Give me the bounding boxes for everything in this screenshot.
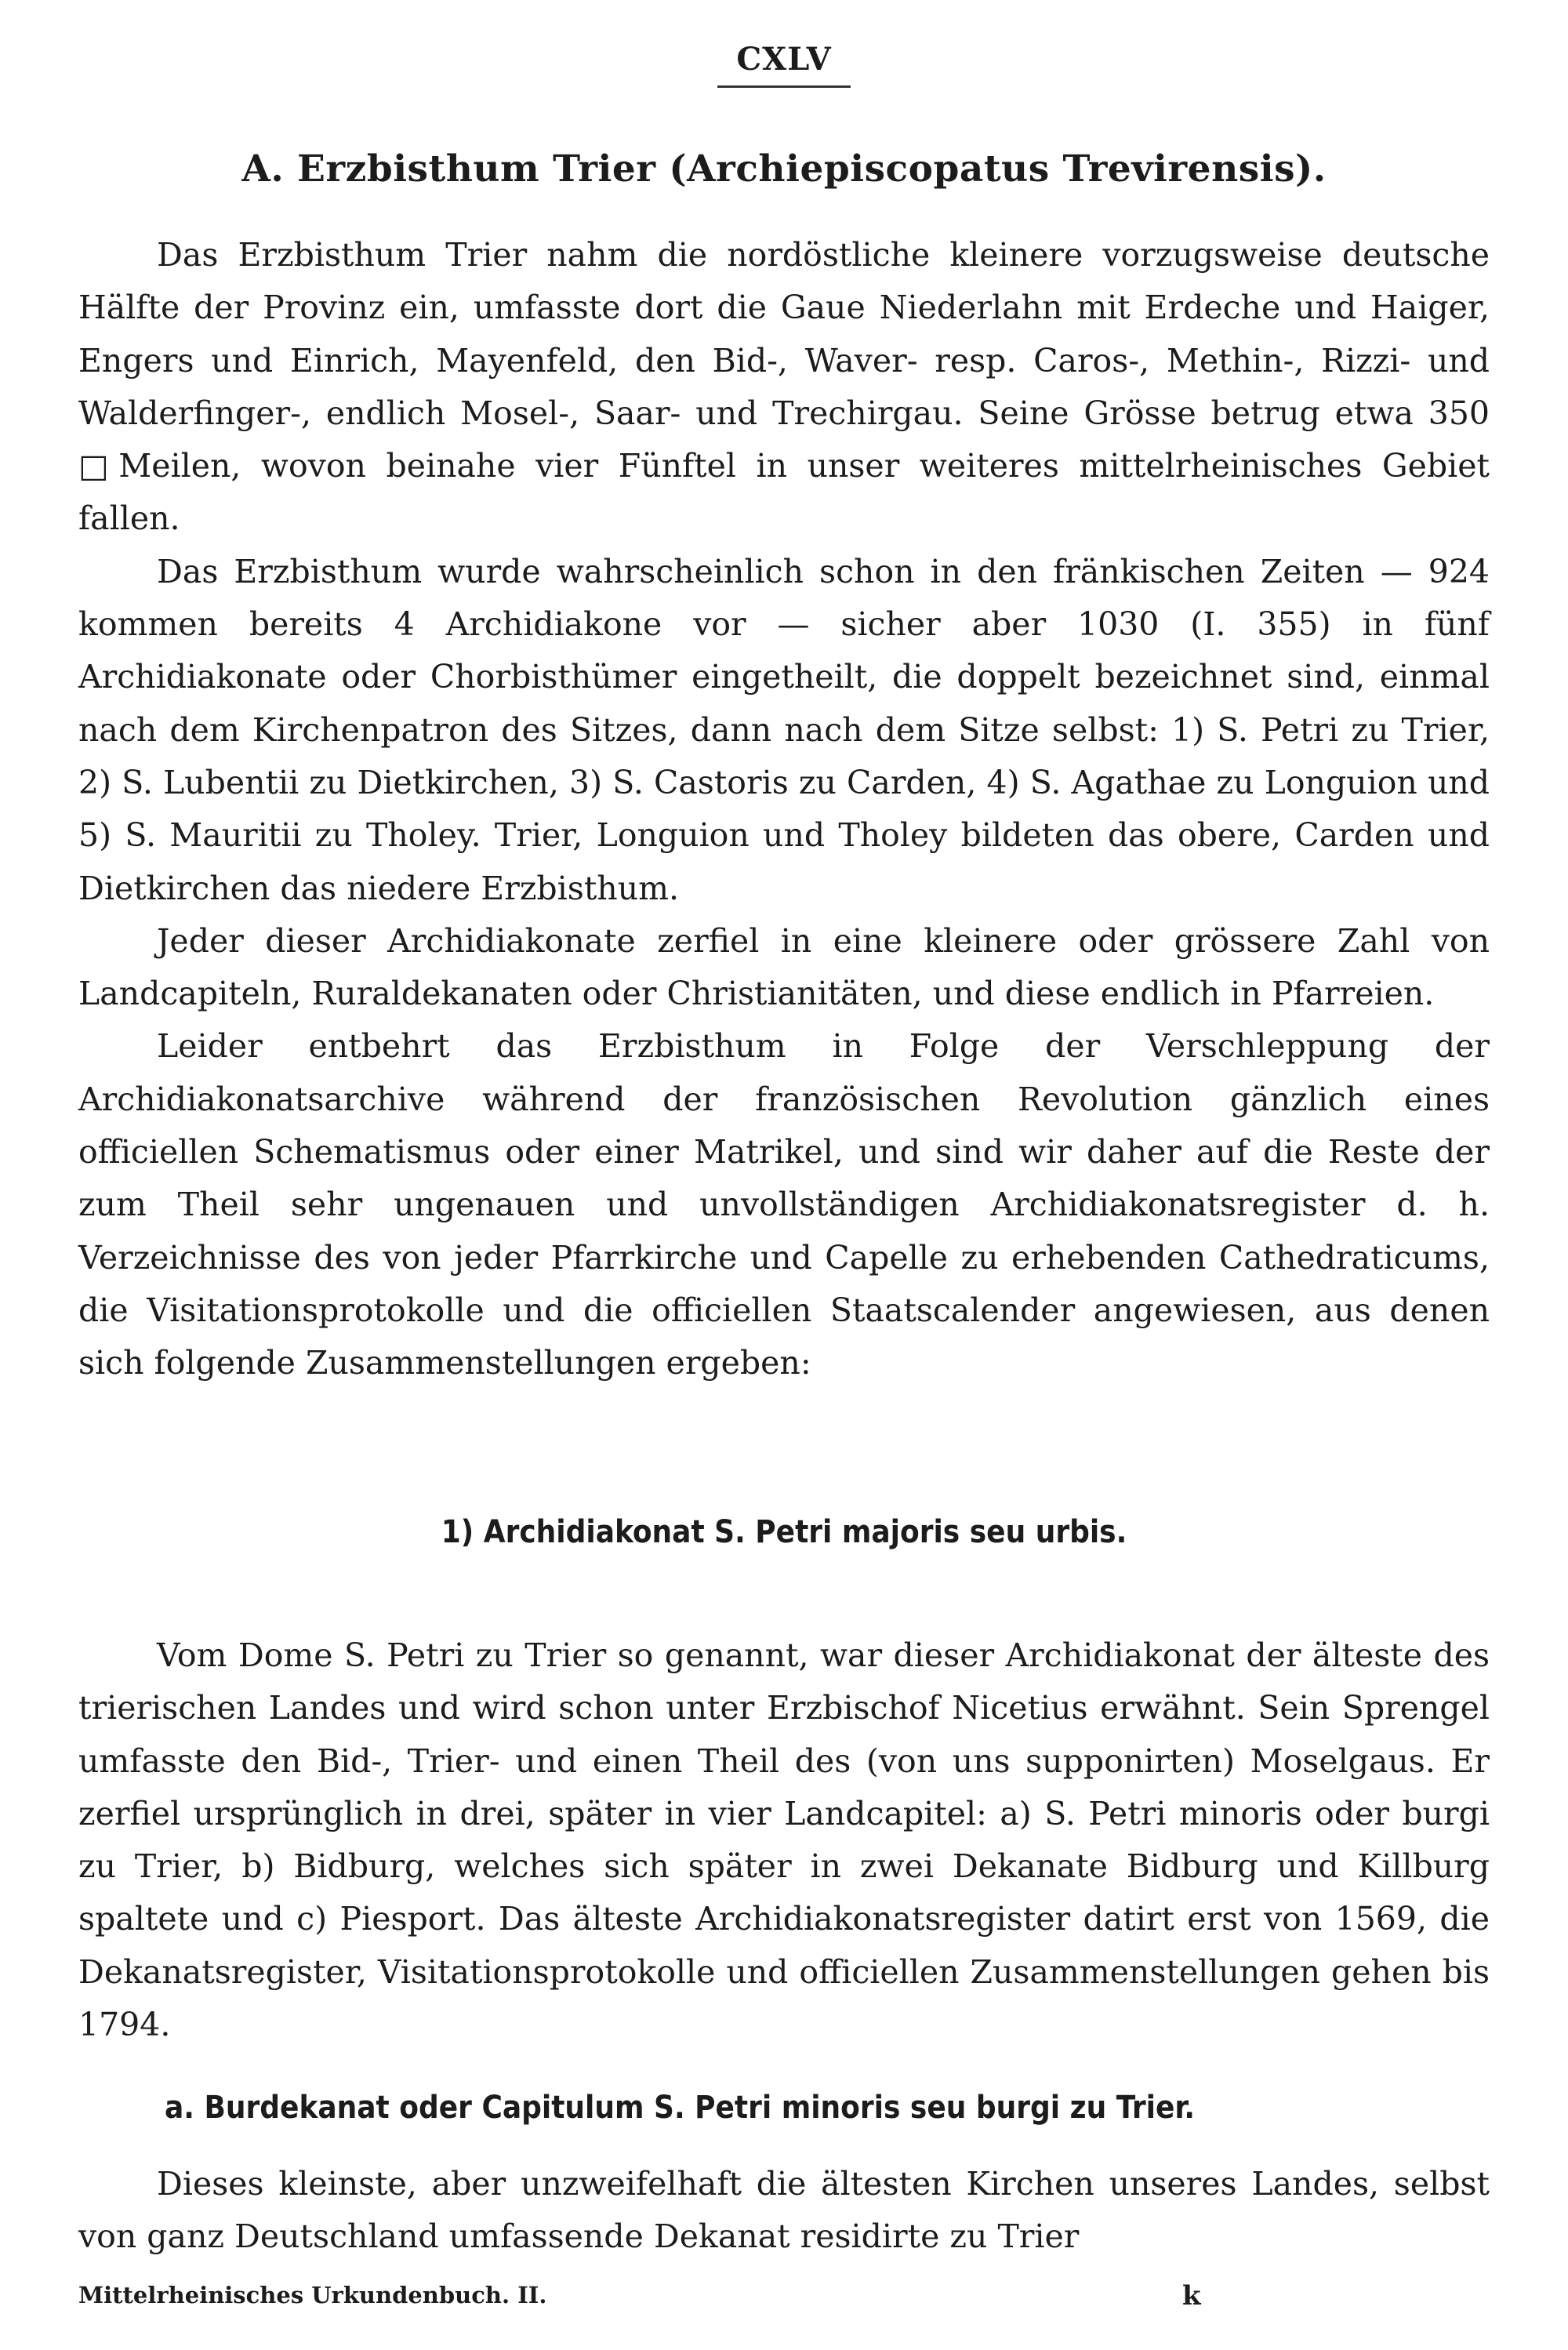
page-header bbox=[0, 41, 1568, 88]
paragraph: Dieses kleinste, aber unzweifelhaft die ältesten Kirchen unseres Landes, selbst von ganz Deutschland umfassende Dekanat residirte zu Trier bbox=[78, 2165, 1490, 2256]
footer-book-title: Mittelrheinisches Urkundenbuch. II. bbox=[78, 2282, 547, 2308]
section-heading: 1) Archidiakonat S. Petri majoris seu urbis. bbox=[441, 1514, 1127, 1550]
paragraph: Das Erzbisthum wurde wahrscheinlich schon in den fränkischen Zeiten — 924 kommen bereits 4 Archidiakone vor — sicher aber 1030 (I. 355) in fünf Archidiakonate oder Chorbisthümer eingetheilt, die doppelt bezeichnet sind, einmal nach dem Kirchenpatron des Sitzes, dann nach dem Sitze selbst: 1) S. Petri zu Trier, 2) S. Lubentii zu Dietkirchen, 3) S. Castoris zu Carden, 4) S. Agathae zu Longuion und 5) S. Mauritii zu Tholey. Trier, Longuion und Tholey bildeten das obere, Carden und Dietkirchen das niedere Erzbisthum. bbox=[78, 552, 1490, 907]
subsection-heading: a. Burdekanat oder Capitulum S. Petri minoris seu burgi zu Trier. bbox=[165, 2090, 1196, 2126]
paragraph: Das Erzbisthum Trier nahm die nordöstliche kleinere vorzugsweise deutsche Hälfte der Provinz ein, umfasste dort die Gaue Niederlahn mit Erdeche und Haiger, Engers und Einrich, Mayenfeld, den Bid-, Waver- resp. Caros-, Methin-, Rizzi- und Walderfinger-, endlich Mosel-, Saar- und Trechirgau. Seine Grösse betrug etwa 350 □Meilen, wovon beinahe vier Fünftel in unser weiteres mittelrheinisches Gebiet fallen. bbox=[78, 236, 1490, 538]
paragraph: Jeder dieser Archidiakonate zerfiel in eine kleinere oder grössere Zahl von Landcapiteln, Ruraldekanaten oder Christianitäten, und diese endlich in Pfarreien. bbox=[78, 921, 1490, 1013]
paragraph: Vom Dome S. Petri zu Trier so genannt, war dieser Archidiakonat der älteste des trierischen Landes und wird schon unter Erzbischof Nicetius erwähnt. Sein Sprengel umfasste den Bid-, Trier- und einen Theil des (von uns supponirten) Moselgaus. Er zerfiel ursprünglich in drei, später in vier Landcapitel: a) S. Petri minoris oder burgi zu Trier, b) Bidburg, welches sich später in zwei Dekanate Bidburg und Killburg spaltete und c) Piesport. Das älteste Archidiakonatsregister datirt erst von 1569, die Dekanatsregister, Visitationsprotokolle und officiellen Zusammenstellungen gehen bis 1794. bbox=[78, 1636, 1490, 2044]
intro-body bbox=[78, 229, 1490, 1390]
main-title: A. Erzbisthum Trier (Archiepiscopatus Trevirensis). bbox=[241, 147, 1327, 191]
subsection-body bbox=[78, 2158, 1490, 2264]
footer-signature: k bbox=[1182, 2280, 1201, 2312]
section-body bbox=[78, 1629, 1490, 2051]
page-number: CXLV bbox=[717, 41, 850, 88]
paragraph: Leider entbehrt das Erzbisthum in Folge der Verschleppung der Archidiakonatsarchive während der französischen Revolution gänzlich eines officiellen Schematismus oder einer Matrikel, und sind wir daher auf die Reste der zum Theil sehr ungenauen und unvollständigen Archidiakonatsregister d. h. Verzeichnisse des von jeder Pfarrkirche und Capelle zu erhebenden Cathedraticums, die Visitationsprotokolle und die officiellen Staatscalender angewiesen, aus denen sich folgende Zusammenstellungen ergeben: bbox=[78, 1027, 1490, 1382]
